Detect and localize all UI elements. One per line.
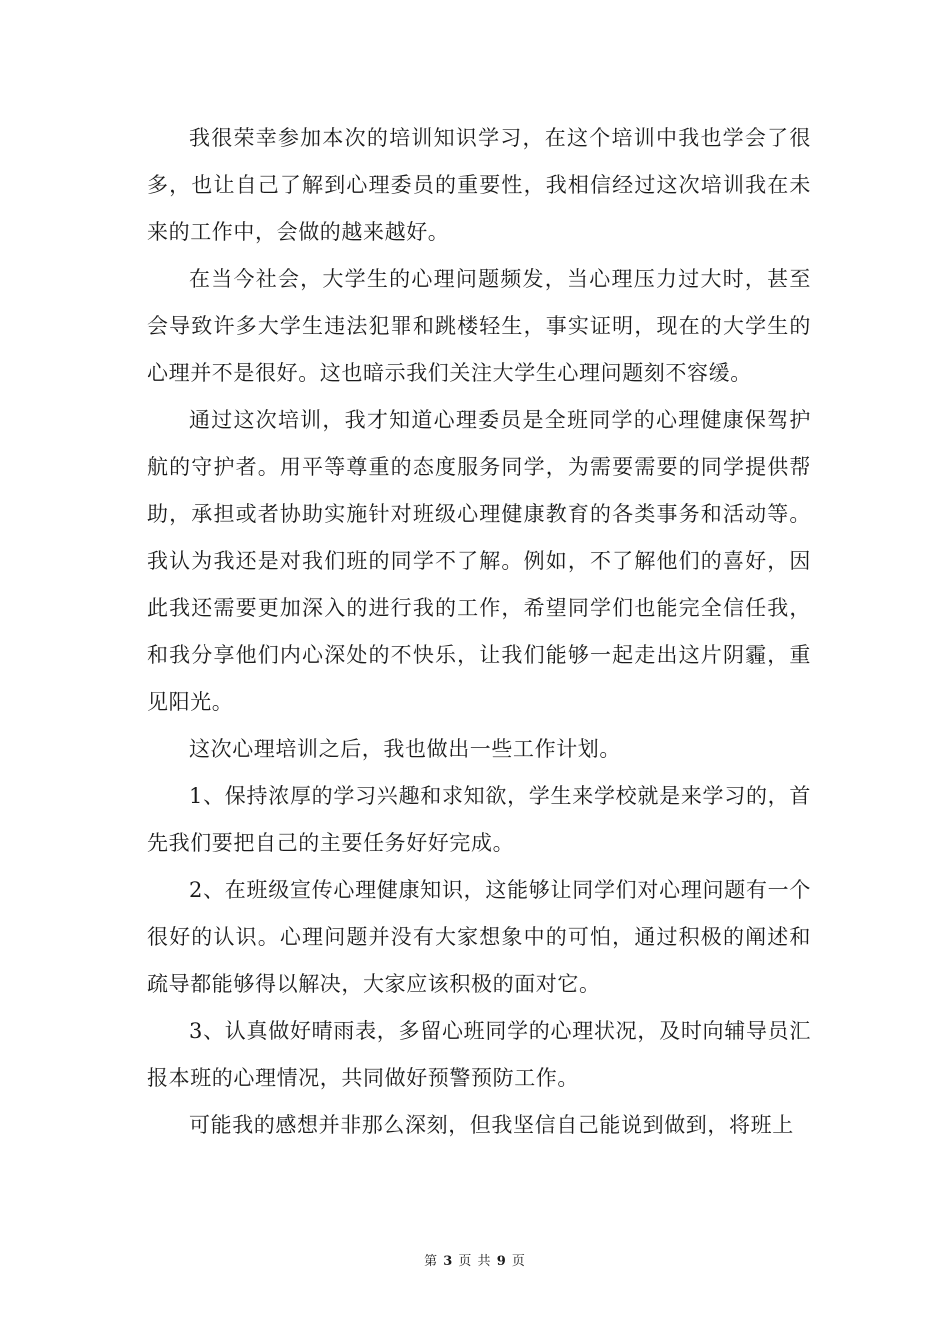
list-item-1: 1、保持浓厚的学习兴趣和求知欲，学生来学校就是来学习的，首先我们要把自己的主要任务好好完成。 <box>147 784 811 855</box>
list-item-3: 3、认真做好晴雨表，多留心班同学的心理状况，及时向辅导员汇报本班的心理情况，共同做好预警预防工作。 <box>147 1019 811 1090</box>
paragraph-1: 我很荣幸参加本次的培训知识学习，在这个培训中我也学会了很多，也让自己了解到心理委员的重要性，我相信经过这次培训我在未来的工作中，会做的越来越好。 <box>147 126 811 244</box>
footer-suffix: 页 <box>511 1254 526 1269</box>
document-body <box>147 115 811 1149</box>
page-footer <box>0 1250 950 1269</box>
footer-middle: 页 共 <box>458 1254 492 1269</box>
paragraph-2: 在当今社会，大学生的心理问题频发，当心理压力过大时，甚至会导致许多大学生违法犯罪和跳楼轻生，事实证明，现在的大学生的心理并不是很好。这也暗示我们关注大学生心理问题刻不容缓。 <box>147 267 811 385</box>
footer-prefix: 第 <box>424 1254 439 1269</box>
paragraph-3: 通过这次培训，我才知道心理委员是全班同学的心理健康保驾护航的守护者。用平等尊重的态度服务同学，为需要需要的同学提供帮助，承担或者协助实施针对班级心理健康教育的各类事务和活动等。我认为我还是对我们班的同学不了解。例如，不了解他们的喜好，因此我还需要更加深入的进行我的工作，希望同学们也能完全信任我，和我分享他们内心深处的不快乐，让我们能够一起走出这片阴霾，重见阳光。 <box>147 408 811 714</box>
paragraph-8: 可能我的感想并非那么深刻，但我坚信自己能说到做到，将班上 <box>189 1113 794 1137</box>
total-pages-number: 9 <box>496 1254 507 1269</box>
list-item-2: 2、在班级宣传心理健康知识，这能够让同学们对心理问题有一个很好的认识。心理问题并没有大家想象中的可怕，通过积极的阐述和疏导都能够得以解决，大家应该积极的面对它。 <box>147 878 811 996</box>
current-page-number: 3 <box>443 1254 454 1269</box>
paragraph-4: 这次心理培训之后，我也做出一些工作计划。 <box>189 737 621 761</box>
